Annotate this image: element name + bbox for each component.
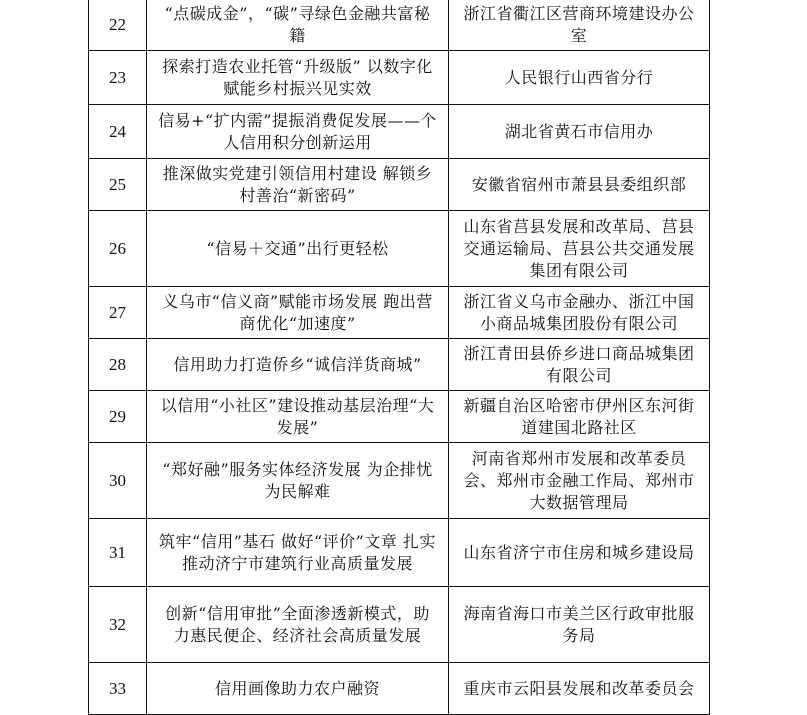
submitting-unit: 河南省郑州市发展和改革委员会、郑州市金融工作局、郑州市大数据管理局 bbox=[449, 443, 710, 519]
table-row bbox=[89, 339, 710, 391]
case-title: “点碳成金”，“碳”寻绿色金融共富秘籍 bbox=[147, 0, 449, 51]
submitting-unit: 海南省海口市美兰区行政审批服务局 bbox=[449, 587, 710, 663]
case-title: 创新“信用审批”全面渗透新模式，助力惠民便企、经济社会高质量发展 bbox=[147, 587, 449, 663]
row-number: 24 bbox=[89, 105, 147, 159]
submitting-unit: 重庆市云阳县发展和改革委员会 bbox=[449, 663, 710, 715]
case-title: “郑好融”服务实体经济发展 为企排忧 为民解难 bbox=[147, 443, 449, 519]
table-row bbox=[89, 519, 710, 587]
table-row bbox=[89, 105, 710, 159]
table-row bbox=[89, 587, 710, 663]
row-number: 23 bbox=[89, 51, 147, 105]
submitting-unit: 湖北省黄石市信用办 bbox=[449, 105, 710, 159]
case-list-table bbox=[88, 0, 710, 715]
case-title: 信用助力打造侨乡“诚信洋货商城” bbox=[147, 339, 449, 391]
table-row bbox=[89, 287, 710, 339]
row-number: 26 bbox=[89, 211, 147, 287]
row-number: 25 bbox=[89, 159, 147, 211]
row-number: 28 bbox=[89, 339, 147, 391]
table-row bbox=[89, 51, 710, 105]
case-title: 义乌市“信义商”赋能市场发展 跑出营商优化“加速度” bbox=[147, 287, 449, 339]
case-title: 信用画像助力农户融资 bbox=[147, 663, 449, 715]
row-number: 30 bbox=[89, 443, 147, 519]
submitting-unit: 山东省济宁市住房和城乡建设局 bbox=[449, 519, 710, 587]
submitting-unit: 安徽省宿州市萧县县委组织部 bbox=[449, 159, 710, 211]
row-number: 32 bbox=[89, 587, 147, 663]
table-row bbox=[89, 443, 710, 519]
table-row bbox=[89, 211, 710, 287]
case-title: 以信用“小社区”建设推动基层治理“大发展” bbox=[147, 391, 449, 443]
table-row bbox=[89, 159, 710, 211]
submitting-unit: 浙江省衢江区营商环境建设办公室 bbox=[449, 0, 710, 51]
row-number: 33 bbox=[89, 663, 147, 715]
submitting-unit: 人民银行山西省分行 bbox=[449, 51, 710, 105]
submitting-unit: 浙江省义乌市金融办、浙江中国小商品城集团股份有限公司 bbox=[449, 287, 710, 339]
submitting-unit: 新疆自治区哈密市伊州区东河街道建国北路社区 bbox=[449, 391, 710, 443]
row-number: 22 bbox=[89, 0, 147, 51]
row-number: 31 bbox=[89, 519, 147, 587]
case-title: 筑牢“信用”基石 做好“评价”文章 扎实推动济宁市建筑行业高质量发展 bbox=[147, 519, 449, 587]
case-title: 探索打造农业托管“升级版” 以数字化赋能乡村振兴见实效 bbox=[147, 51, 449, 105]
row-number: 29 bbox=[89, 391, 147, 443]
row-number: 27 bbox=[89, 287, 147, 339]
case-title: 信易+“扩内需”提振消费促发展——个人信用积分创新运用 bbox=[147, 105, 449, 159]
table-row bbox=[89, 391, 710, 443]
table-row bbox=[89, 0, 710, 51]
case-title: 推深做实党建引领信用村建设 解锁乡村善治“新密码” bbox=[147, 159, 449, 211]
case-title: “信易＋交通”出行更轻松 bbox=[147, 211, 449, 287]
submitting-unit: 山东省莒县发展和改革局、莒县交通运输局、莒县公共交通发展集团有限公司 bbox=[449, 211, 710, 287]
submitting-unit: 浙江青田县侨乡进口商品城集团有限公司 bbox=[449, 339, 710, 391]
table-row bbox=[89, 663, 710, 715]
